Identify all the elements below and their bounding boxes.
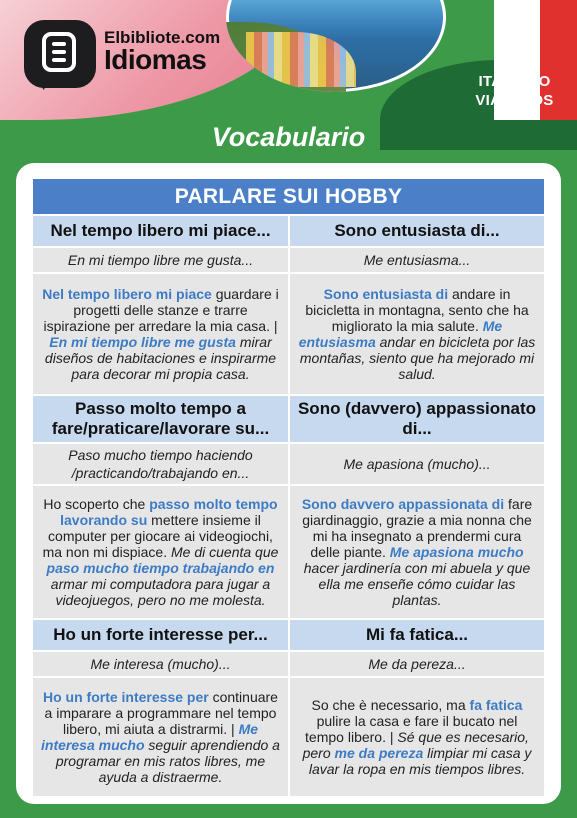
example-translation: andar en bicicleta por las montañas, siento que ha mejorado mi salud. — [299, 334, 536, 382]
example-translation: armar mi computadora para jugar a videojuegos, pero no me molesta. — [50, 576, 271, 608]
example-translation-highlight: Me entusiasma — [298, 318, 503, 350]
translation-cell: Paso mucho tiempo haciendo /practicando/trabajando en... — [32, 443, 289, 485]
tag-audience: VIAJEROS — [475, 92, 554, 109]
example-translation-highlight: Me apasiona mucho — [389, 544, 524, 560]
translation-cell: En mi tiempo libre me gusta... — [32, 247, 289, 273]
translation-cell: Me entusiasma... — [289, 247, 545, 273]
example-translation: hacer jardinería con mi abuela y que ella me enseñe cómo cuidar las plantas. — [303, 560, 531, 608]
section-title: Vocabulario — [211, 122, 366, 152]
example-highlight: Sono entusiasta di — [323, 286, 449, 302]
example-translation: Sé que es necesario, pero — [302, 729, 529, 761]
vocab-table — [32, 178, 545, 797]
example-text: guardare i progetti delle stanze e trarre ispirazione per arredare la mia casa. | — [43, 286, 279, 334]
example-highlight: Nel tempo libero mi piace — [42, 286, 212, 302]
example-translation: limpiar mi casa y lavar la ropa en mis tiempos libres. — [308, 745, 532, 777]
phrase-cell: Passo molto tempo a fare/praticare/lavorare su... — [32, 395, 289, 443]
example-text: mettere insieme il computer per giocare ai videogiochi, ma non mi dispiace. — [42, 512, 273, 560]
example-cell — [32, 485, 289, 619]
example-text: So che è necessario, ma — [311, 697, 470, 713]
example-cell — [32, 273, 289, 395]
example-text: Ho scoperto che — [43, 496, 150, 512]
logo-line — [52, 42, 66, 46]
example-translation-highlight: paso mucho tiempo trabajando en — [46, 560, 275, 576]
example-translation: mirar diseños de habitaciones e inspirarme para decorar mi propia casa. — [44, 334, 277, 382]
example-translation-highlight: Me interesa mucho — [41, 721, 259, 753]
example-translation-highlight: En mi tiempo libre me gusta — [49, 334, 236, 350]
example-translation: Me di cuenta que — [167, 544, 279, 560]
example-text: andare in bicicletta in montagna, sento che ha migliorato la mia salute. — [305, 286, 529, 334]
phrase-cell: Sono (davvero) appassionato di... — [289, 395, 545, 443]
logo-line — [52, 50, 66, 54]
example-cell — [32, 677, 289, 797]
example-text: pulire la casa e fare il bucato nel tempo libero. | — [305, 713, 518, 745]
logo-line — [52, 58, 66, 62]
phrase-cell: Nel tempo libero mi piace... — [32, 215, 289, 247]
example-translation: seguir aprendiendo a programar en mis ratos libres, me ayuda a distraerme. — [55, 737, 280, 785]
example-highlight: Ho un forte interesse per — [43, 689, 209, 705]
example-cell — [289, 677, 545, 797]
logo-book-icon — [24, 20, 96, 88]
category-tag — [452, 72, 577, 110]
table-title: PARLARE SUI HOBBY — [32, 178, 545, 215]
example-text: fare giardinaggio, grazie a mia nonna che mi ha insegnato a prendermi cura delle piante. — [302, 496, 533, 560]
translation-cell: Me da pereza... — [289, 651, 545, 677]
example-highlight: passo molto tempo lavorando su — [60, 496, 278, 528]
example-highlight: fa fatica — [469, 697, 523, 713]
logo-book-outline — [42, 32, 76, 72]
phrase-cell: Ho un forte interesse per... — [32, 619, 289, 651]
tag-language: ITALIANO — [478, 73, 551, 90]
phrase-cell: Mi fa fatica... — [289, 619, 545, 651]
example-highlight: Sono davvero appassionata di — [301, 496, 505, 512]
translation-cell: Me apasiona (mucho)... — [289, 443, 545, 485]
example-cell — [289, 273, 545, 395]
logo-site-name: Elbibliote.com — [104, 28, 221, 47]
header — [0, 0, 577, 120]
translation-cell: Me interesa (mucho)... — [32, 651, 289, 677]
logo-title: Idiomas — [104, 44, 207, 75]
example-translation-highlight: me da pereza — [334, 745, 424, 761]
phrase-cell: Sono entusiasta di... — [289, 215, 545, 247]
photo-houses — [246, 32, 356, 87]
example-cell — [289, 485, 545, 619]
example-text: continuare a imparare a programmare nel tempo libero, mi aiuta a distrarmi. | — [44, 689, 278, 737]
logo-speech-tail — [32, 76, 48, 90]
